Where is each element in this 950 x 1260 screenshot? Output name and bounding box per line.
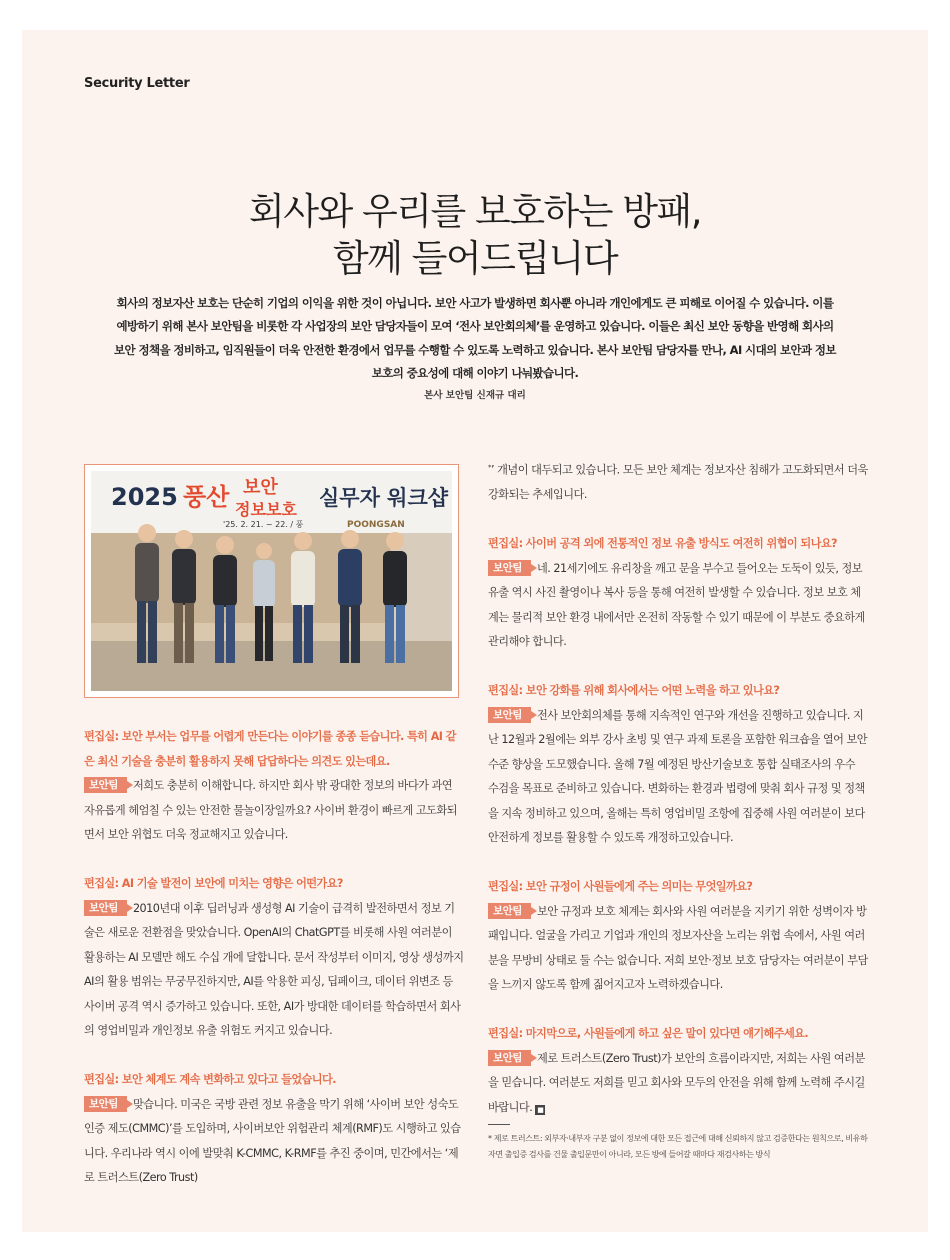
end-mark-icon: ■ (537, 1105, 544, 1114)
qa-block-6 (488, 875, 868, 998)
right-column (488, 455, 868, 1120)
qa-block-2 (84, 872, 464, 1044)
banner-date: '25. 2. 21. ~ 22. / 풍 (223, 520, 304, 529)
lead-paragraph: 회사의 정보자산 보호는 단순히 기업의 이익을 위한 것이 아닙니다. 보안 사고가 발생하면 회사뿐 아니라 개인에게도 큰 피해로 이어질 수 있습니다. 이를 예방하기 위해 본사 보안팀을 비롯한 각 사업장의 보안 담당자들이 모여 ‘전사 보안회의체’를 운영하고 있습니다. 이들은 최신 보안 동향을 반영해 회사의 보안 정책을 정비하고, 임직원들이 더욱 안전한 환경에서 업무를 수행할 수 있도록 노력하고 있습니다. 본사 보안팀 담당자를 만나, AI 시대의 보안과 정보 보호의 중요성에 대해 이야기 나눠봤습니다. (114, 296, 836, 380)
answer-3-continued (488, 455, 868, 508)
answer-3: 맞습니다. 미국은 국방 관련 정보 유출을 막기 위해 ‘사이버 보안 성숙도 인증 제도(CMMC)’를 도입하며, 사이버보안 위험관리 체계(RMF)도 시행하고 있습니다. 우리나라 역시 이에 발맞춰 K-CMMC, K-RMF를 추진 중이며, 민간에서는 ‘제로 트러스트(Zero Trust) (84, 1097, 461, 1184)
banner-top: 보안 (243, 477, 278, 498)
footnote: * 제로 트러스트: 외부자·내부자 구분 없이 정보에 대한 모든 접근에 대해 신뢰하지 않고 검증한다는 원칙으로, 비유하자면 출입증 검사를 건물 출입문만이 아니라, 모든 방에 들어갈 때마다 재검사하는 방식 (488, 1134, 868, 1159)
answer-5: 전사 보안회의체를 통해 지속적인 연구와 개선을 진행하고 있습니다. 지난 12월과 2월에는 외부 강사 초빙 및 연구 과제 토론을 포함한 워크숍을 열어 보안 수준 향상을 도모했습니다. 올해 7월 예정된 방산기술보호 통합 실태조사의 우수 수검을 목표로 준비하고 있습니다. 변화하는 환경과 법령에 맞춰 회사 규정 및 정책을 지속 정비하고 있으며, 올해는 특히 영업비밀 조항에 집중해 사원 여러분이 보다 안전하게 정보를 활용할 수 있도록 개정하고있습니다. (488, 708, 868, 845)
answer-3-sup-mark: * (488, 463, 491, 471)
question-5: 편집실: 보안 강화를 위해 회사에서는 어떤 노력을 하고 있나요? (488, 684, 780, 698)
question-2: 편집실: AI 기술 발전이 보안에 미치는 영향은 어떤가요? (84, 877, 343, 890)
qa-block-1 (84, 725, 464, 848)
question-6: 편집실: 보안 규정이 사원들에게 주는 의미는 무엇일까요? (488, 880, 753, 894)
question-3: 편집실: 보안 체계도 계속 변화하고 있다고 들었습니다. (84, 1073, 336, 1086)
qa-block-4 (488, 532, 868, 655)
answer-badge: 보안팀 (84, 900, 127, 916)
answer-badge: 보안팀 (488, 707, 531, 723)
footnote-divider (488, 1124, 510, 1125)
answer-badge: 보안팀 (488, 560, 531, 576)
answer-7: 제로 트러스트(Zero Trust)가 보안의 흐름이라지만, 저희는 사원 여러분을 믿습니다. 여러분도 저희를 믿고 회사와 모두의 안전을 위해 함께 노력해 주시길 바랍니다. (488, 1051, 865, 1114)
group-photo (91, 471, 452, 691)
wall-sign: POONGSAN (347, 520, 405, 530)
banner-company: 풍산 (183, 483, 230, 511)
answer-badge: 보안팀 (488, 903, 531, 919)
answer-4: 네. 21세기에도 유리창을 깨고 문을 부수고 들어오는 도둑이 있듯, 정보 유출 역시 사진 촬영이나 복사 등을 통해 여전히 발생할 수 있습니다. 정보 보호 체계는 물리적 보안 환경 내에서만 온전히 작동할 수 있기 때문에 이 부분도 중요하게 관리해야 합니다. (488, 561, 865, 649)
section-label: Security Letter (84, 76, 190, 91)
qa-block-7 (488, 1022, 868, 1120)
answer-1: 저희도 충분히 이해합니다. 하지만 회사 밖 광대한 정보의 바다가 과연 자유롭게 헤엄칠 수 있는 안전한 물놀이장일까요? 사이버 환경이 빠르게 고도화되면서 보안 위협도 더욱 정교해지고 있습니다. (84, 779, 458, 841)
title-line-1: 회사와 우리를 보호하는 방패, (249, 190, 701, 233)
answer-3-tail: ’ 개념이 대두되고 있습니다. 모든 보안 체계는 정보자산 침해가 고도화되면서 더욱 강화되는 추세입니다. (488, 463, 868, 502)
byline: 본사 보안팀 신재규 대리 (424, 390, 526, 401)
left-column (84, 725, 464, 1191)
workshop-photo-illustration (91, 471, 452, 691)
question-7: 편집실: 마지막으로, 사원들에게 하고 싶은 말이 있다면 얘기해주세요. (488, 1027, 809, 1041)
question-4: 편집실: 사이버 공격 외에 전통적인 정보 유출 방식도 여전히 위협이 되나요? (488, 537, 837, 551)
answer-2: 2010년대 이후 딥러닝과 생성형 AI 기술이 급격히 발전하면서 정보 기술은 새로운 전환점을 맞았습니다. OpenAI의 ChatGPT를 비롯해 사원 여러분이 활용하는 AI 모델만 해도 수십 개에 달합니다. 문서 작성부터 이미지, 영상 생성까지 AI의 활용 범위는 무궁무진하지만, AI를 악용한 피싱, 딥페이크, 데이터 위변조 등 사이버 공격 역시 증가하고 있습니다. 또한, AI가 방대한 데이터를 학습하면서 회사의 영업비밀과 개인정보 유출 위험도 커지고 있습니다. (84, 901, 464, 1037)
banner-event: 실무자 워크샵 (319, 486, 449, 510)
article-title (22, 188, 928, 282)
title-line-2: 함께 들어드립니다 (332, 237, 618, 280)
qa-block-3 (84, 1068, 464, 1191)
qa-block-5 (488, 679, 868, 851)
banner-year: 2025 (111, 483, 178, 511)
banner-bottom: 정보보호 (235, 500, 297, 519)
group-photo-frame (84, 464, 459, 698)
answer-badge: 보안팀 (84, 777, 127, 793)
question-1: 편집실: 보안 부서는 업무를 어렵게 만든다는 이야기를 종종 듣습니다. 특히 AI 같은 최신 기술을 충분히 활용하지 못해 답답하다는 의견도 있는데요. (84, 730, 456, 768)
answer-badge: 보안팀 (488, 1050, 531, 1066)
article-page (22, 30, 928, 1232)
answer-6: 보안 규정과 보호 체계는 회사와 사원 여러분을 지키기 위한 성벽이자 방패입니다. 얼굴을 가리고 기업과 개인의 정보자산을 노리는 위협 속에서, 사원 여러분을 무방비 상태로 둘 수는 없습니다. 저희 보안·정보 보호 담당자는 여러분이 부담을 느끼지 않도록 함께 짊어지고자 노력하겠습니다. (488, 904, 868, 992)
answer-badge: 보안팀 (84, 1096, 127, 1112)
